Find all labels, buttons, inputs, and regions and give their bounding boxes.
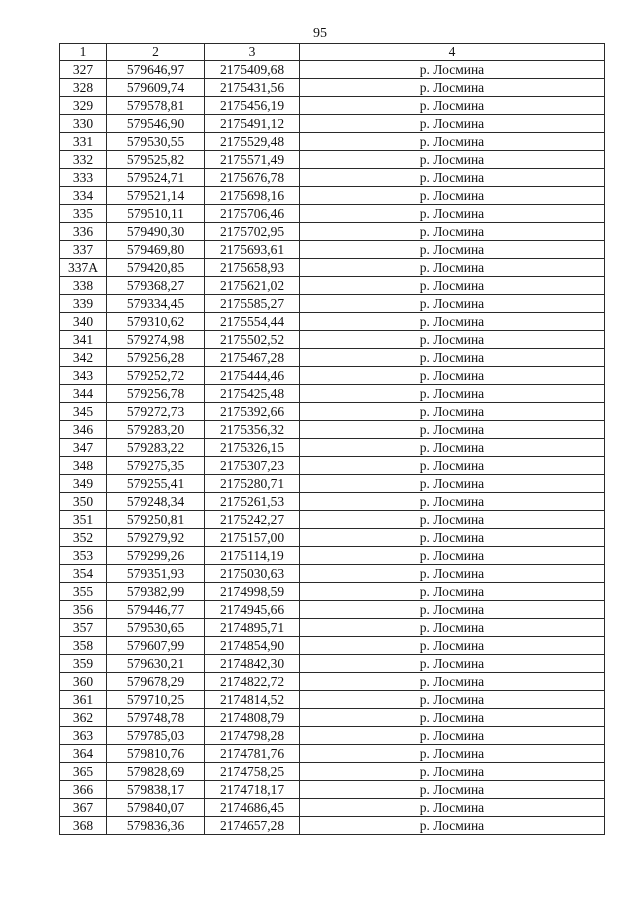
point-number-cell: 340 — [60, 313, 107, 331]
point-number-cell: 362 — [60, 709, 107, 727]
x-coordinate-cell: 579334,45 — [107, 295, 205, 313]
description-cell: р. Лосмина — [300, 799, 605, 817]
y-coordinate-cell: 2175529,48 — [205, 133, 300, 151]
point-number-cell: 364 — [60, 745, 107, 763]
description-cell: р. Лосмина — [300, 727, 605, 745]
header-cell-3: 3 — [205, 44, 300, 61]
table-row — [60, 277, 605, 295]
table-row — [60, 205, 605, 223]
point-number-cell: 351 — [60, 511, 107, 529]
point-number-cell: 366 — [60, 781, 107, 799]
point-number-cell: 361 — [60, 691, 107, 709]
x-coordinate-cell: 579828,69 — [107, 763, 205, 781]
description-cell: р. Лосмина — [300, 385, 605, 403]
x-coordinate-cell: 579785,03 — [107, 727, 205, 745]
point-number-cell: 339 — [60, 295, 107, 313]
x-coordinate-cell: 579578,81 — [107, 97, 205, 115]
x-coordinate-cell: 579469,80 — [107, 241, 205, 259]
y-coordinate-cell: 2175571,49 — [205, 151, 300, 169]
x-coordinate-cell: 579521,14 — [107, 187, 205, 205]
table-row — [60, 691, 605, 709]
x-coordinate-cell: 579546,90 — [107, 115, 205, 133]
x-coordinate-cell: 579382,99 — [107, 583, 205, 601]
header-cell-4: 4 — [300, 44, 605, 61]
description-cell: р. Лосмина — [300, 691, 605, 709]
y-coordinate-cell: 2175621,02 — [205, 277, 300, 295]
x-coordinate-cell: 579310,62 — [107, 313, 205, 331]
table-row — [60, 133, 605, 151]
description-cell: р. Лосмина — [300, 115, 605, 133]
point-number-cell: 338 — [60, 277, 107, 295]
description-cell: р. Лосмина — [300, 331, 605, 349]
x-coordinate-cell: 579420,85 — [107, 259, 205, 277]
x-coordinate-cell: 579368,27 — [107, 277, 205, 295]
y-coordinate-cell: 2174814,52 — [205, 691, 300, 709]
y-coordinate-cell: 2174854,90 — [205, 637, 300, 655]
x-coordinate-cell: 579607,99 — [107, 637, 205, 655]
y-coordinate-cell: 2174945,66 — [205, 601, 300, 619]
table-row — [60, 79, 605, 97]
x-coordinate-cell: 579510,11 — [107, 205, 205, 223]
x-coordinate-cell: 579299,26 — [107, 547, 205, 565]
description-cell: р. Лосмина — [300, 421, 605, 439]
y-coordinate-cell: 2175425,48 — [205, 385, 300, 403]
x-coordinate-cell: 579248,34 — [107, 493, 205, 511]
table-body — [60, 61, 605, 835]
description-cell: р. Лосмина — [300, 529, 605, 547]
y-coordinate-cell: 2174686,45 — [205, 799, 300, 817]
y-coordinate-cell: 2175702,95 — [205, 223, 300, 241]
point-number-cell: 334 — [60, 187, 107, 205]
point-number-cell: 337А — [60, 259, 107, 277]
x-coordinate-cell: 579274,98 — [107, 331, 205, 349]
x-coordinate-cell: 579609,74 — [107, 79, 205, 97]
table-row — [60, 151, 605, 169]
x-coordinate-cell: 579283,20 — [107, 421, 205, 439]
x-coordinate-cell: 579351,93 — [107, 565, 205, 583]
point-number-cell: 345 — [60, 403, 107, 421]
description-cell: р. Лосмина — [300, 79, 605, 97]
y-coordinate-cell: 2174781,76 — [205, 745, 300, 763]
point-number-cell: 352 — [60, 529, 107, 547]
table-row — [60, 547, 605, 565]
description-cell: р. Лосмина — [300, 403, 605, 421]
point-number-cell: 353 — [60, 547, 107, 565]
point-number-cell: 347 — [60, 439, 107, 457]
description-cell: р. Лосмина — [300, 133, 605, 151]
x-coordinate-cell: 579838,17 — [107, 781, 205, 799]
description-cell: р. Лосмина — [300, 349, 605, 367]
y-coordinate-cell: 2175157,00 — [205, 529, 300, 547]
description-cell: р. Лосмина — [300, 601, 605, 619]
table-row — [60, 493, 605, 511]
table-header — [60, 44, 605, 61]
description-cell: р. Лосмина — [300, 295, 605, 313]
y-coordinate-cell: 2174758,25 — [205, 763, 300, 781]
table-row — [60, 187, 605, 205]
description-cell: р. Лосмина — [300, 169, 605, 187]
description-cell: р. Лосмина — [300, 367, 605, 385]
description-cell: р. Лосмина — [300, 547, 605, 565]
table-row — [60, 511, 605, 529]
x-coordinate-cell: 579250,81 — [107, 511, 205, 529]
y-coordinate-cell: 2175658,93 — [205, 259, 300, 277]
x-coordinate-cell: 579279,92 — [107, 529, 205, 547]
description-cell: р. Лосмина — [300, 619, 605, 637]
x-coordinate-cell: 579256,78 — [107, 385, 205, 403]
x-coordinate-cell: 579530,55 — [107, 133, 205, 151]
table-row — [60, 763, 605, 781]
description-cell: р. Лосмина — [300, 781, 605, 799]
point-number-cell: 360 — [60, 673, 107, 691]
y-coordinate-cell: 2175698,16 — [205, 187, 300, 205]
point-number-cell: 327 — [60, 61, 107, 79]
point-number-cell: 367 — [60, 799, 107, 817]
y-coordinate-cell: 2175114,19 — [205, 547, 300, 565]
x-coordinate-cell: 579840,07 — [107, 799, 205, 817]
table-row — [60, 313, 605, 331]
point-number-cell: 328 — [60, 79, 107, 97]
y-coordinate-cell: 2175706,46 — [205, 205, 300, 223]
x-coordinate-cell: 579678,29 — [107, 673, 205, 691]
point-number-cell: 363 — [60, 727, 107, 745]
x-coordinate-cell: 579525,82 — [107, 151, 205, 169]
description-cell: р. Лосмина — [300, 655, 605, 673]
y-coordinate-cell: 2175502,52 — [205, 331, 300, 349]
y-coordinate-cell: 2175554,44 — [205, 313, 300, 331]
point-number-cell: 355 — [60, 583, 107, 601]
y-coordinate-cell: 2175431,56 — [205, 79, 300, 97]
x-coordinate-cell: 579255,41 — [107, 475, 205, 493]
x-coordinate-cell: 579524,71 — [107, 169, 205, 187]
description-cell: р. Лосмина — [300, 709, 605, 727]
y-coordinate-cell: 2174718,17 — [205, 781, 300, 799]
x-coordinate-cell: 579836,36 — [107, 817, 205, 835]
y-coordinate-cell: 2175409,68 — [205, 61, 300, 79]
description-cell: р. Лосмина — [300, 439, 605, 457]
x-coordinate-cell: 579252,72 — [107, 367, 205, 385]
x-coordinate-cell: 579748,78 — [107, 709, 205, 727]
page-number: 95 — [313, 26, 327, 41]
table-row — [60, 727, 605, 745]
description-cell: р. Лосмина — [300, 817, 605, 835]
point-number-cell: 337 — [60, 241, 107, 259]
y-coordinate-cell: 2175242,27 — [205, 511, 300, 529]
y-coordinate-cell: 2175585,27 — [205, 295, 300, 313]
point-number-cell: 356 — [60, 601, 107, 619]
table-row — [60, 565, 605, 583]
y-coordinate-cell: 2175392,66 — [205, 403, 300, 421]
x-coordinate-cell: 579530,65 — [107, 619, 205, 637]
table-row — [60, 349, 605, 367]
table-row — [60, 97, 605, 115]
table-row — [60, 799, 605, 817]
point-number-cell: 358 — [60, 637, 107, 655]
header-row — [60, 44, 605, 61]
table-row — [60, 439, 605, 457]
point-number-cell: 346 — [60, 421, 107, 439]
y-coordinate-cell: 2175456,19 — [205, 97, 300, 115]
y-coordinate-cell: 2175444,46 — [205, 367, 300, 385]
y-coordinate-cell: 2175261,53 — [205, 493, 300, 511]
table-row — [60, 295, 605, 313]
table-row — [60, 457, 605, 475]
y-coordinate-cell: 2174657,28 — [205, 817, 300, 835]
point-number-cell: 344 — [60, 385, 107, 403]
y-coordinate-cell: 2174842,30 — [205, 655, 300, 673]
description-cell: р. Лосмина — [300, 511, 605, 529]
point-number-cell: 330 — [60, 115, 107, 133]
point-number-cell: 332 — [60, 151, 107, 169]
description-cell: р. Лосмина — [300, 493, 605, 511]
point-number-cell: 354 — [60, 565, 107, 583]
table-row — [60, 403, 605, 421]
y-coordinate-cell: 2174822,72 — [205, 673, 300, 691]
x-coordinate-cell: 579283,22 — [107, 439, 205, 457]
x-coordinate-cell: 579256,28 — [107, 349, 205, 367]
x-coordinate-cell: 579710,25 — [107, 691, 205, 709]
point-number-cell: 357 — [60, 619, 107, 637]
table-row — [60, 781, 605, 799]
table-row — [60, 367, 605, 385]
y-coordinate-cell: 2174808,79 — [205, 709, 300, 727]
y-coordinate-cell: 2175280,71 — [205, 475, 300, 493]
table-row — [60, 655, 605, 673]
description-cell: р. Лосмина — [300, 223, 605, 241]
x-coordinate-cell: 579272,73 — [107, 403, 205, 421]
point-number-cell: 348 — [60, 457, 107, 475]
description-cell: р. Лосмина — [300, 457, 605, 475]
table-row — [60, 331, 605, 349]
table-row — [60, 619, 605, 637]
x-coordinate-cell: 579810,76 — [107, 745, 205, 763]
description-cell: р. Лосмина — [300, 61, 605, 79]
y-coordinate-cell: 2175491,12 — [205, 115, 300, 133]
point-number-cell: 365 — [60, 763, 107, 781]
point-number-cell: 343 — [60, 367, 107, 385]
table-row — [60, 115, 605, 133]
table-row — [60, 385, 605, 403]
y-coordinate-cell: 2175356,32 — [205, 421, 300, 439]
description-cell: р. Лосмина — [300, 637, 605, 655]
table-row — [60, 583, 605, 601]
table-row — [60, 241, 605, 259]
point-number-cell: 336 — [60, 223, 107, 241]
table-row — [60, 817, 605, 835]
description-cell: р. Лосмина — [300, 763, 605, 781]
point-number-cell: 329 — [60, 97, 107, 115]
x-coordinate-cell: 579275,35 — [107, 457, 205, 475]
description-cell: р. Лосмина — [300, 259, 605, 277]
table-row — [60, 529, 605, 547]
table-row — [60, 709, 605, 727]
header-cell-2: 2 — [107, 44, 205, 61]
y-coordinate-cell: 2174998,59 — [205, 583, 300, 601]
description-cell: р. Лосмина — [300, 565, 605, 583]
description-cell: р. Лосмина — [300, 187, 605, 205]
header-cell-1: 1 — [60, 44, 107, 61]
coordinates-table — [59, 43, 605, 835]
table-row — [60, 421, 605, 439]
table-row — [60, 223, 605, 241]
y-coordinate-cell: 2175030,63 — [205, 565, 300, 583]
y-coordinate-cell: 2175326,15 — [205, 439, 300, 457]
table-row — [60, 259, 605, 277]
y-coordinate-cell: 2175467,28 — [205, 349, 300, 367]
y-coordinate-cell: 2175676,78 — [205, 169, 300, 187]
table-row — [60, 745, 605, 763]
x-coordinate-cell: 579490,30 — [107, 223, 205, 241]
point-number-cell: 350 — [60, 493, 107, 511]
description-cell: р. Лосмина — [300, 205, 605, 223]
description-cell: р. Лосмина — [300, 673, 605, 691]
description-cell: р. Лосмина — [300, 313, 605, 331]
description-cell: р. Лосмина — [300, 151, 605, 169]
y-coordinate-cell: 2174798,28 — [205, 727, 300, 745]
point-number-cell: 368 — [60, 817, 107, 835]
description-cell: р. Лосмина — [300, 475, 605, 493]
point-number-cell: 342 — [60, 349, 107, 367]
table-row — [60, 673, 605, 691]
y-coordinate-cell: 2175307,23 — [205, 457, 300, 475]
description-cell: р. Лосмина — [300, 97, 605, 115]
table-row — [60, 475, 605, 493]
table-row — [60, 601, 605, 619]
x-coordinate-cell: 579446,77 — [107, 601, 205, 619]
point-number-cell: 333 — [60, 169, 107, 187]
point-number-cell: 359 — [60, 655, 107, 673]
table-row — [60, 169, 605, 187]
y-coordinate-cell: 2175693,61 — [205, 241, 300, 259]
x-coordinate-cell: 579646,97 — [107, 61, 205, 79]
table-row — [60, 637, 605, 655]
description-cell: р. Лосмина — [300, 583, 605, 601]
description-cell: р. Лосмина — [300, 277, 605, 295]
table-row — [60, 61, 605, 79]
point-number-cell: 335 — [60, 205, 107, 223]
point-number-cell: 349 — [60, 475, 107, 493]
point-number-cell: 341 — [60, 331, 107, 349]
point-number-cell: 331 — [60, 133, 107, 151]
description-cell: р. Лосмина — [300, 241, 605, 259]
description-cell: р. Лосмина — [300, 745, 605, 763]
x-coordinate-cell: 579630,21 — [107, 655, 205, 673]
y-coordinate-cell: 2174895,71 — [205, 619, 300, 637]
